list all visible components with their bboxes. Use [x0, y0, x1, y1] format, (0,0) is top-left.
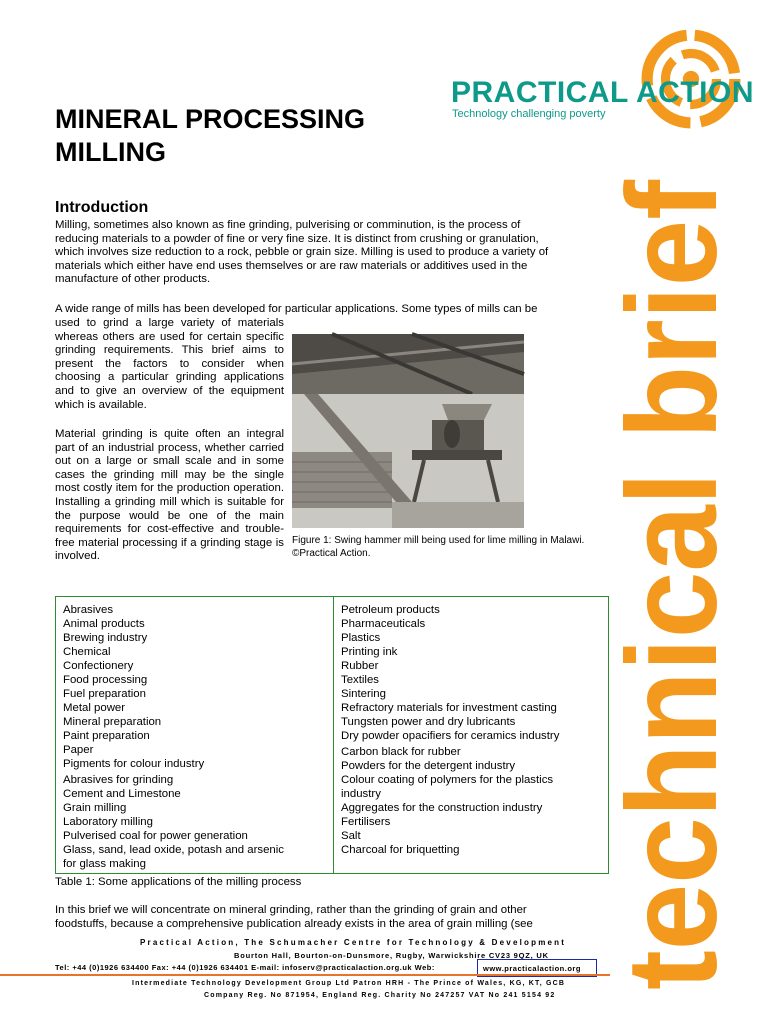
- intro-paragraph-2: used to grind a large variety of materials whereas others are used for certain specific grinding requirements. This brief aims to present the factors to consider when choosing a particular grinding applications and to give an overview of the equipment which is available.: [55, 317, 284, 411]
- table-cell: Fertilisers: [341, 816, 391, 828]
- table-cell: Abrasives: [63, 604, 114, 616]
- table-cell: Fuel preparation: [63, 688, 146, 700]
- table-cell: Printing ink: [341, 646, 398, 658]
- title-line-1: MINERAL PROCESSING: [55, 104, 366, 134]
- table-cell: Brewing industry: [63, 632, 148, 644]
- table-column-right: [341, 603, 605, 857]
- table-cell: Glass, sand, lead oxide, potash and arsenic: [63, 844, 284, 856]
- table-cell: Pigments for colour industry: [63, 758, 205, 770]
- table-cell: Refractory materials for investment casting: [341, 702, 557, 714]
- table-cell: Colour coating of polymers for the plastics: [341, 774, 554, 786]
- footer-divider: [0, 974, 610, 976]
- table-cell: Laboratory milling: [63, 816, 153, 828]
- table-cell: Plastics: [341, 632, 381, 644]
- table-cell: Tungsten power and dry lubricants: [341, 716, 516, 728]
- table-cell: Rubber: [341, 660, 379, 672]
- table-cell: Cement and Limestone: [63, 788, 181, 800]
- title-line-2: MILLING: [55, 137, 166, 167]
- table-column-divider: [333, 596, 334, 874]
- table-column-left: [63, 603, 331, 871]
- table-cell: Aggregates for the construction industry: [341, 802, 543, 814]
- table-cell: Salt: [341, 830, 361, 842]
- table-cell: Powders for the detergent industry: [341, 760, 516, 772]
- body-paragraph-4: In this brief we will concentrate on mineral grinding, rather than the grinding of grain and other foodstuffs, because a comprehensive publication already exists in the area of grain milling (see: [55, 904, 533, 930]
- table-cell: Carbon black for rubber: [341, 746, 461, 758]
- page-title: [55, 103, 365, 169]
- logo-name: PRACTICAL ACTION: [451, 76, 754, 109]
- table-cell: Paper: [63, 744, 94, 756]
- table-cell: Charcoal for briquetting: [341, 844, 460, 856]
- table-cell: Abrasives for grinding: [63, 774, 174, 786]
- table-caption: Table 1: Some applications of the milling process: [55, 876, 302, 888]
- table-cell: Animal products: [63, 618, 145, 630]
- table-cell: Metal power: [63, 702, 126, 714]
- table-cell: Paint preparation: [63, 730, 150, 742]
- logo-tagline: Technology challenging poverty: [452, 108, 606, 120]
- footer-contact: Tel: +44 (0)1926 634400 Fax: +44 (0)1926 634401 E-mail: infoserv@practicalaction.org.uk Web:: [55, 963, 435, 972]
- footer-patron: Intermediate Technology Development Group Ltd Patron HRH - The Prince of Wales, KG, KT, GCB: [132, 980, 566, 987]
- table-cell: Chemical: [63, 646, 111, 658]
- section-heading: Introduction: [55, 199, 149, 216]
- intro-paragraph-2-lead: A wide range of mills has been developed for particular applications. Some types of mills can be: [55, 303, 538, 315]
- table-cell: Sintering: [341, 688, 386, 700]
- table-cell: Food processing: [63, 674, 148, 686]
- table-cell: Dry powder opacifiers for ceramics industry: [341, 730, 560, 742]
- intro-paragraph-1: Milling, sometimes also known as fine grinding, pulverising or comminution, is the process of reducing materials to a powder of fine or very fine size. It is distinct from crushing or granulation, which involves size reduction to a rock, pebble or grain size. Milling is used to produce a variety of materials which either have end uses themselves or are raw materials or additives used in the manufacture of other products.: [55, 219, 549, 286]
- table-cell: for glass making: [63, 858, 146, 870]
- footer-organisation: Practical Action, The Schumacher Centre for Technology & Development: [140, 938, 567, 947]
- hammer-mill-photo: [292, 334, 524, 528]
- table-cell: Petroleum products: [341, 604, 440, 616]
- figure-caption: Figure 1: Swing hammer mill being used for lime milling in Malawi. ©Practical Action.: [292, 535, 585, 559]
- table-cell: Pharmaceuticals: [341, 618, 426, 630]
- table-cell: Textiles: [341, 674, 379, 686]
- intro-paragraph-3: Material grinding is quite often an integral part of an industrial process, whether carried out on a large or small scale and in some cases the grinding mill may be the single most costly item for the production operation. Installing a grinding mill which is suitable for the purpose would be one of the main requirements for cost-effective and trouble-free material processing if a grinding stage is involved.: [55, 428, 284, 563]
- table-cell: Confectionery: [63, 660, 134, 672]
- table-cell: industry: [341, 788, 381, 800]
- table-cell: Grain milling: [63, 802, 127, 814]
- table-cell: Mineral preparation: [63, 716, 162, 728]
- technical-brief-text: technical brief: [601, 122, 744, 990]
- footer-web-link[interactable]: www.practicalaction.org: [477, 959, 597, 977]
- footer-registration: Company Reg. No 871954, England Reg. Charity No 247257 VAT No 241 5154 92: [204, 992, 556, 999]
- table-cell: Pulverised coal for power generation: [63, 830, 248, 842]
- technical-brief-banner: [601, 122, 744, 990]
- footer-address: Bourton Hall, Bourton-on-Dunsmore, Rugby, Warwickshire CV23 9QZ, UK: [234, 951, 549, 960]
